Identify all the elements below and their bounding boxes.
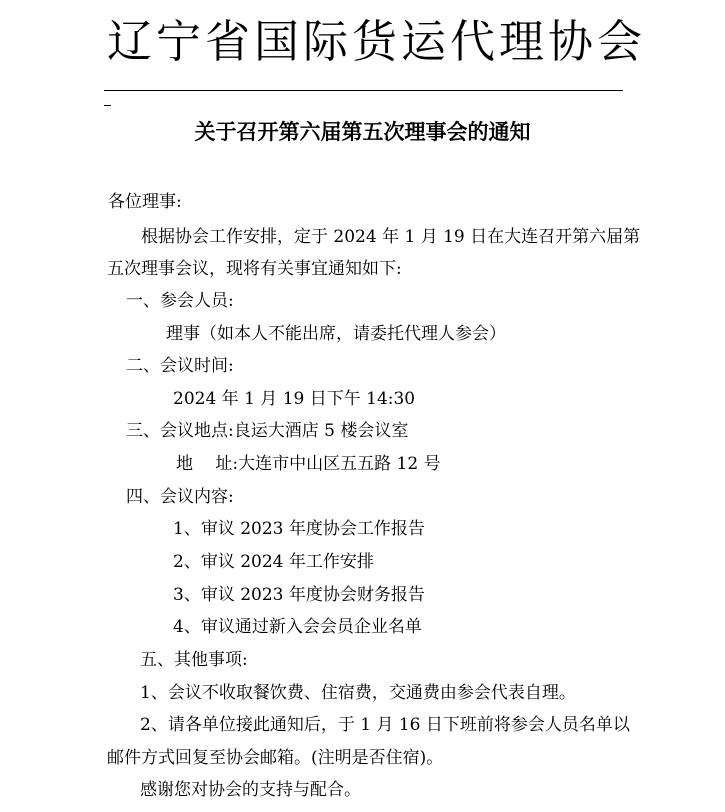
section-1-body: 理事（如本人不能出席，请委托代理人参会）: [166, 324, 506, 344]
other-item: 2、请各单位接此通知后，于 1 月 16 日下班前将参会人员名单以: [140, 715, 630, 735]
other-item: 1、会议不收取餐饮费、住宿费，交通费由参会代表自理。: [140, 683, 576, 703]
organization-title: 辽宁省国际货运代理协会: [107, 15, 647, 68]
agenda-item: 3、审议 2023 年度协会财务报告: [173, 585, 425, 605]
salutation: 各位理事:: [108, 192, 182, 212]
intro-line-2: 五次理事会议，现将有关事宜通知如下:: [107, 259, 402, 279]
section-3-heading: 三、会议地点:良运大酒店 5 楼会议室: [126, 421, 409, 441]
agenda-item: 1、审议 2023 年度协会工作报告: [173, 519, 425, 539]
agenda-item: 4、审议通过新入会会员企业名单: [173, 617, 422, 637]
section-2-heading: 二、会议时间:: [126, 356, 234, 376]
header-divider: [104, 90, 623, 91]
section-3-address: 地 址:大连市中山区五五路 12 号: [176, 454, 441, 474]
section-2-body: 2024 年 1 月 19 日下午 14:30: [173, 389, 416, 409]
section-5-heading: 五、其他事项:: [140, 650, 248, 670]
closing-line: 感谢您对协会的支持与配合。: [140, 780, 361, 800]
section-4-heading: 四、会议内容:: [126, 487, 234, 507]
section-1-heading: 一、参会人员:: [126, 291, 234, 311]
notice-title: 关于召开第六届第五次理事会的通知: [194, 119, 531, 144]
agenda-item: 2、审议 2024 年工作安排: [173, 552, 374, 572]
other-item-continuation: 邮件方式回复至协会邮箱。(注明是否住宿)。: [107, 748, 444, 768]
intro-line-1: 根据协会工作安排，定于 2024 年 1 月 19 日在大连召开第六届第: [141, 227, 641, 247]
divider-mark: [104, 105, 111, 106]
